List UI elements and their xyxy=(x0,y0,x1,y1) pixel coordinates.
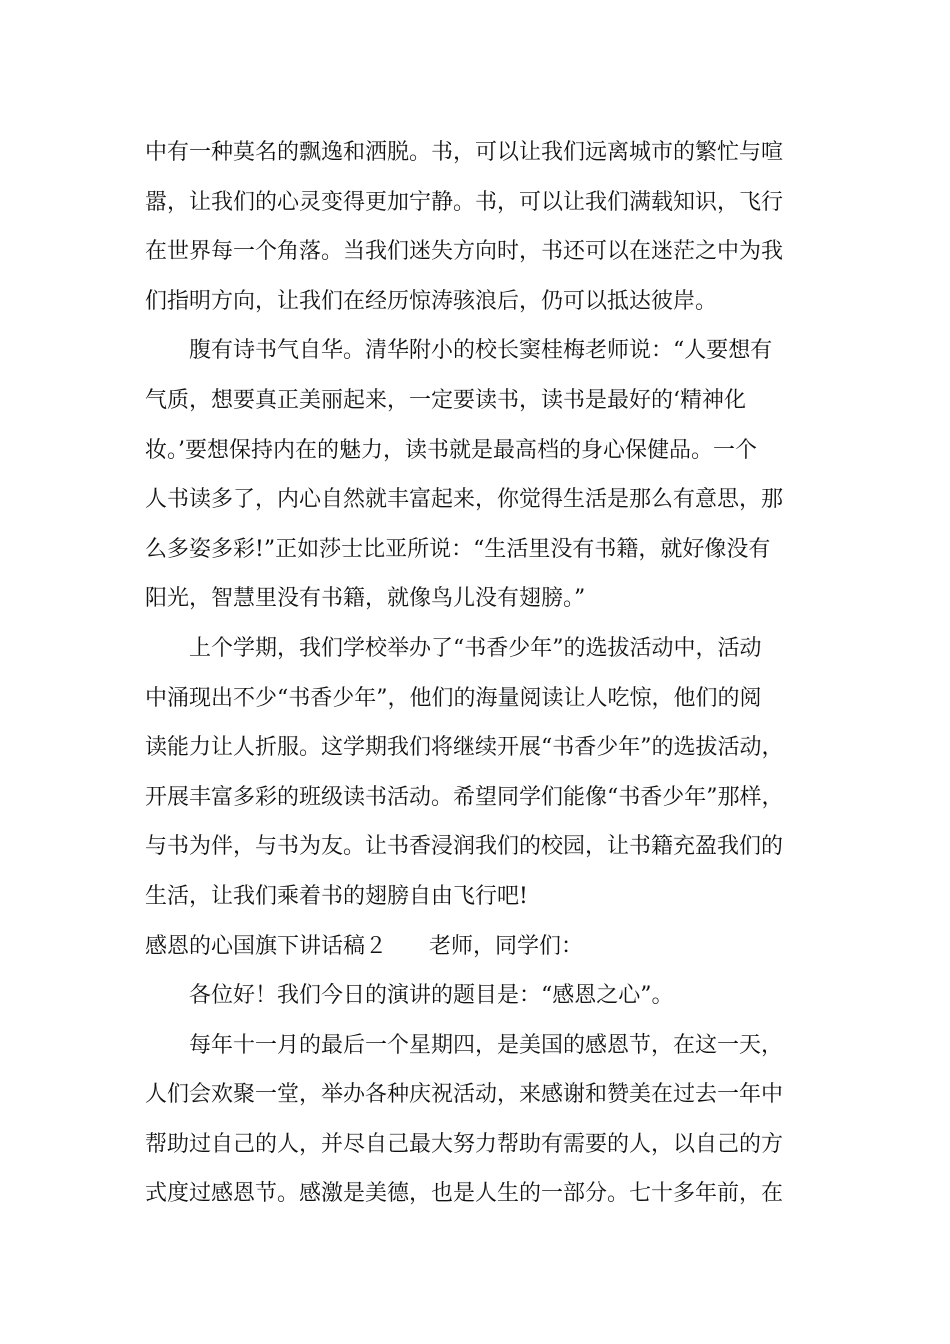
text-line: 妆。’要想保持内在的魅力，读书就是最高档的身心保健品。一个 xyxy=(145,437,757,463)
document-body xyxy=(145,133,810,1224)
section-heading xyxy=(145,927,810,977)
section-title: 感恩的心国旗下讲话稿２ xyxy=(145,933,388,959)
text-line: 人书读多了，内心自然就丰富起来，你觉得生活是那么有意思，那 xyxy=(145,487,784,513)
text-line: 每年十一月的最后一个星期四，是美国的感恩节，在这一天， xyxy=(189,1032,784,1058)
text-line: 读能力让人折服。这学期我们将继续开展“书香少年”的选拔活动， xyxy=(145,735,784,761)
text-line: 气质，想要真正美丽起来，一定要读书，读书是最好的‘精神化 xyxy=(145,387,746,413)
text-line: 中有一种莫名的飘逸和洒脱。书，可以让我们远离城市的繁忙与喧 xyxy=(145,140,784,165)
text-line: 在世界每一个角落。当我们迷失方向时，书还可以在迷茫之中为我 xyxy=(145,239,784,265)
text-line: 们指明方向，让我们在经历惊涛骇浪后，仍可以抵达彼岸。 xyxy=(145,288,718,314)
text-line: 中涌现出不少“书香少年”，他们的海量阅读让人吃惊，他们的阅 xyxy=(145,685,762,711)
text-line: 开展丰富多彩的班级读书活动。希望同学们能像“书香少年”那样， xyxy=(145,784,784,810)
text-line: 阳光，智慧里没有书籍，就像鸟儿没有翅膀。” xyxy=(145,586,586,612)
text-line: 嚣，让我们的心灵变得更加宁静。书，可以让我们满载知识，飞行 xyxy=(145,189,784,215)
text-line: 式度过感恩节。感激是美德，也是人生的一部分。七十多年前，在 xyxy=(145,1181,784,1207)
text-line: 腹有诗书气自华。清华附小的校长窦桂梅老师说：“人要想有 xyxy=(189,338,773,364)
text-line: 生活，让我们乘着书的翅膀自由飞行吧! xyxy=(145,883,528,909)
section-greeting: 老师，同学们： xyxy=(429,933,584,959)
text-line: 帮助过自己的人，并尽自己最大努力帮助有需要的人，以自己的方 xyxy=(145,1131,784,1157)
text-line: 么多姿多彩!”正如莎士比亚所说：“生活里没有书籍，就好像没有 xyxy=(145,536,771,562)
text-line: 人们会欢聚一堂，举办各种庆祝活动，来感谢和赞美在过去一年中 xyxy=(145,1082,784,1108)
text-line: 各位好！我们今日的演讲的题目是：“感恩之心”。 xyxy=(189,983,674,1009)
text-line: 上个学期，我们学校举办了“书香少年”的选拔活动中，活动 xyxy=(189,635,762,661)
text-line: 与书为伴，与书为友。让书香浸润我们的校园，让书籍充盈我们的 xyxy=(145,834,784,860)
